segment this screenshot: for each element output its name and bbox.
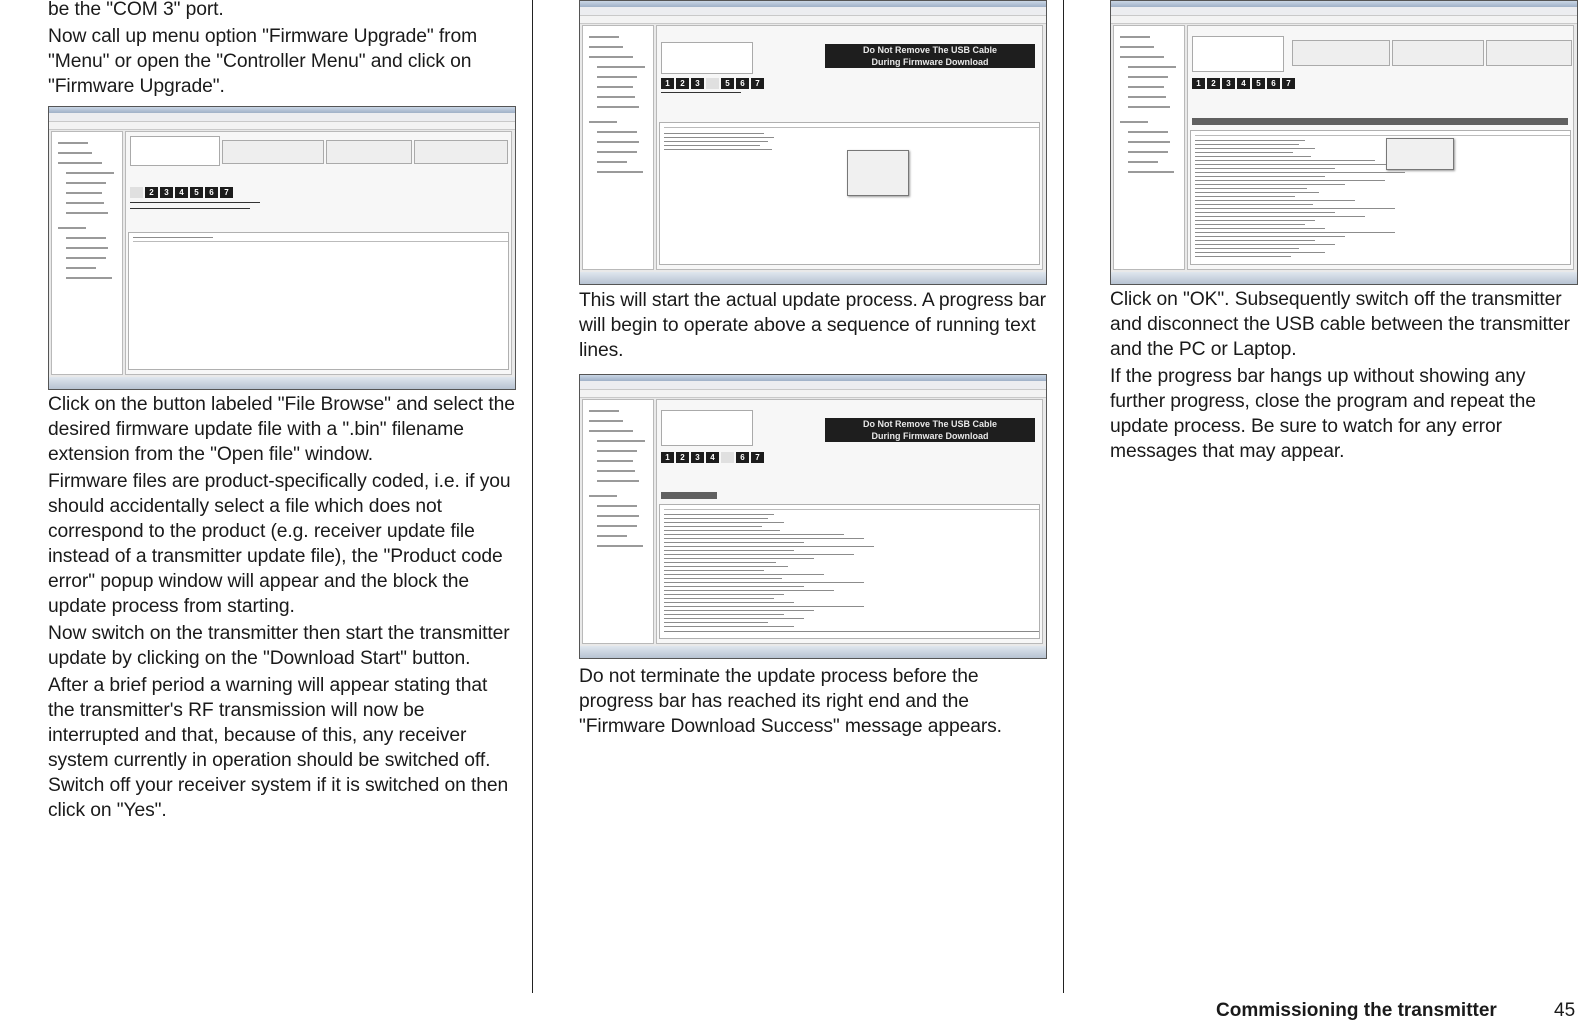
progress-steps: 2 3 4 5 6 7 [130,187,233,198]
left-intro [48,0,516,101]
do-not-terminate-warning: Do not terminate the update process before the progress bar has reached its right end and the "Firmware Download Success" message appears. [579,666,1002,737]
rf-warning-dialog [847,150,909,196]
page-number: 45 [1554,1000,1576,1021]
usb-warning-banner: Do Not Remove The USB Cable During Firmware Download [825,418,1035,442]
left-body [48,392,518,825]
progress-hang-instruction: If the progress bar hangs up without showing any further progress, close the program and repeat the update process. Be sure to watch for any error messages that may appear. [1110,366,1536,462]
download-start-instruction: Now switch on the transmitter then start the transmitter update by clicking on the "Download Start" button. [48,623,510,669]
intro-firmware-upgrade: Now call up menu option "Firmware Upgrade" from "Menu" or open the "Controller Menu" and click on "Firmware Upgrade". [48,26,478,97]
column-divider-2 [1063,0,1064,993]
screenshot-update-complete [1110,0,1578,285]
window-menubar [49,113,515,122]
screenshot-download-progress-log [579,374,1047,659]
product-code-warning: Firmware files are product-specifically coded, i.e. if you should accidentally select a file which does not correspond to the product (e.g. receiver update file instead of a transmitter update file), the "Product code error" popup window will appear and the block the update process from starting. [48,471,511,617]
process-log [659,504,1040,639]
download-success-dialog [1386,138,1454,170]
navigation-tree [51,131,123,375]
window-statusbar [49,377,515,389]
progress-steps: 1 2 3 4 5 6 7 [661,452,764,463]
navigation-tree [1113,25,1185,270]
main-panel [1187,25,1574,270]
screenshot-firmware-upgrade-window [48,106,516,390]
column-divider-1 [532,0,533,993]
rf-warning-instruction: After a brief period a warning will appear stating that the transmitter's RF transmission will now be interrupted and that, because of this, any receiver system currently in operation should be switched off. Switch off your receiver system if it is switched on then click on "Yes". [48,675,509,821]
progress-bar-description: This will start the actual update process. A progress bar will begin to operate above a sequence of running text lines. [579,290,1046,361]
usb-warning-banner: Do Not Remove The USB Cable During Firmware Download [825,44,1035,68]
screenshot-download-in-progress [579,0,1047,285]
file-browse-instruction: Click on the button labeled "File Browse" and select the desired firmware update file with a ".bin" filename extension from the "Open file" window. [48,394,515,465]
progress-steps: 1 2 3 4 5 6 7 [1192,78,1295,89]
main-panel [125,131,512,375]
window-toolbar [49,122,515,130]
progress-steps: 1 2 3 5 6 7 [661,78,764,89]
right-body [1110,287,1580,466]
navigation-tree [582,25,654,270]
process-log [1190,130,1571,265]
intro-com-port: be the "COM 3" port. [48,0,224,20]
main-panel [656,25,1043,270]
section-title: Commissioning the transmitter [1216,1000,1497,1021]
main-panel [656,399,1043,644]
download-progress-bar [661,492,717,499]
download-progress-bar [1192,118,1568,125]
navigation-tree [582,399,654,644]
process-log [128,232,509,370]
ok-instruction: Click on "OK". Subsequently switch off the transmitter and disconnect the USB cable between the transmitter and the PC or Laptop. [1110,289,1570,360]
